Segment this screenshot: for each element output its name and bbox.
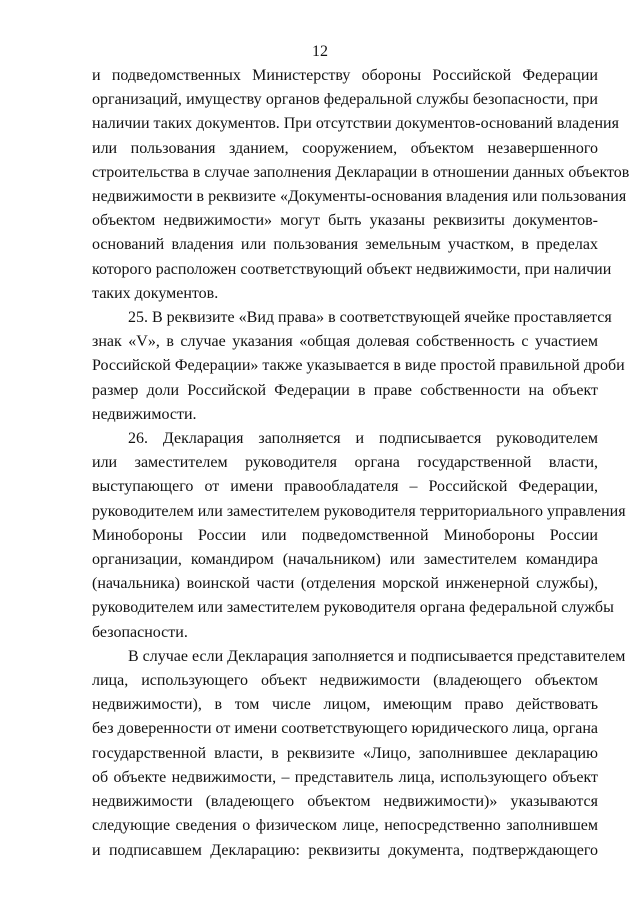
text-line: оснований владения или пользования земельным участком, в пределах bbox=[92, 236, 598, 254]
text-line: или заместителем руководителя органа государственной власти, bbox=[92, 454, 598, 472]
text-line: Минобороны России или подведомственной Минобороны России bbox=[92, 526, 598, 544]
text-line: Российской Федерации» также указывается в виде простой правильной дроби bbox=[92, 357, 625, 375]
text-line: или пользования зданием, сооружением, объектом незавершенного bbox=[92, 139, 598, 157]
text-line: руководителем или заместителем руководителя органа федеральной службы bbox=[92, 599, 614, 617]
text-line: организаций, имуществу органов федеральной службы безопасности, при bbox=[92, 91, 598, 109]
text-line: руководителем или заместителем руководителя территориального управления bbox=[92, 502, 626, 520]
text-line: 26. Декларация заполняется и подписывается руководителем bbox=[128, 430, 598, 448]
text-line: и подведомственных Министерству обороны Российской Федерации bbox=[92, 67, 598, 84]
text-line: недвижимости (владеющего объектом недвижимости)» указываются bbox=[92, 793, 598, 811]
text-line: безопасности. bbox=[92, 623, 188, 641]
text-line: объектом недвижимости» могут быть указаны реквизиты документов- bbox=[92, 212, 598, 230]
text-line: недвижимости), в том числе лицом, имеющим право действовать bbox=[92, 696, 598, 714]
paragraph-25 bbox=[92, 306, 625, 427]
text-line: размер доли Российской Федерации в праве собственности на объект bbox=[92, 381, 598, 399]
paragraph-continuation bbox=[92, 64, 630, 306]
paragraph-representative bbox=[92, 645, 626, 863]
page-number: 12 bbox=[312, 43, 328, 60]
text-line: недвижимости в реквизите «Документы-основания владения или пользования bbox=[92, 188, 627, 206]
document-body bbox=[92, 64, 630, 863]
text-line: таких документов. bbox=[92, 284, 219, 302]
text-line: знак «V», в случае указания «общая долевая собственность с участием bbox=[92, 333, 598, 351]
text-line: следующие сведения о физическом лице, непосредственно заполнившем bbox=[92, 817, 598, 835]
text-line: строительства в случае заполнения Декларации в отношении данных объектов bbox=[92, 163, 630, 181]
paragraph-26 bbox=[92, 427, 626, 645]
text-line: (начальника) воинской части (отделения морской инженерной службы), bbox=[92, 575, 598, 593]
text-line: недвижимости. bbox=[92, 405, 197, 423]
text-line: 25. В реквизите «Вид права» в соответствующей ячейке проставляется bbox=[128, 309, 612, 327]
text-line: организации, командиром (начальником) или заместителем командира bbox=[92, 551, 598, 569]
text-line: без доверенности от имени соответствующего юридического лица, органа bbox=[92, 720, 599, 738]
text-line: В случае если Декларация заполняется и подписывается представителем bbox=[128, 647, 626, 665]
text-line: лица, использующего объект недвижимости (владеющего объектом bbox=[92, 672, 598, 690]
text-line: об объекте недвижимости, – представитель лица, использующего объект bbox=[92, 768, 598, 786]
text-line: наличии таких документов. При отсутствии документов-оснований владения bbox=[92, 115, 619, 133]
text-line: государственной власти, в реквизите «Лицо, заполнившее декларацию bbox=[92, 744, 598, 762]
text-line: выступающего от имени правообладателя – Российской Федерации, bbox=[92, 478, 598, 496]
text-line: и подписавшем Декларацию: реквизиты документа, подтверждающего bbox=[92, 841, 598, 859]
text-line: которого расположен соответствующий объект недвижимости, при наличии bbox=[92, 260, 612, 278]
